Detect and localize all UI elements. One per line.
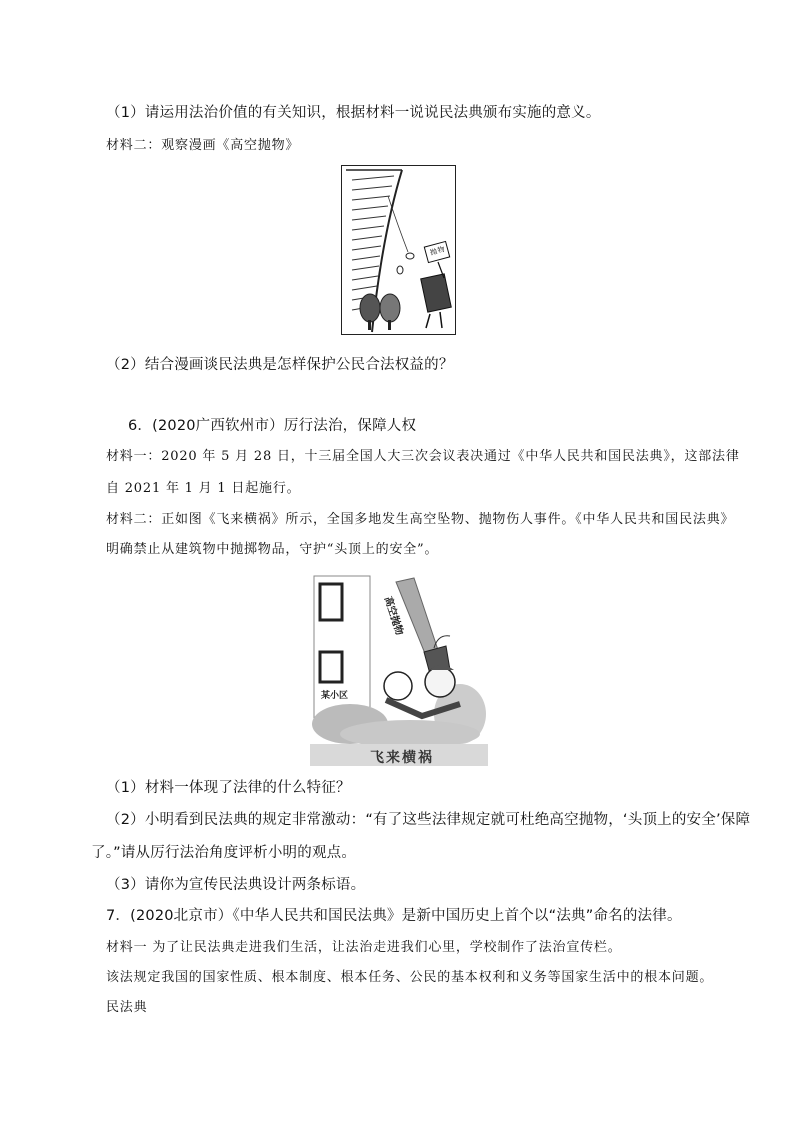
q6-sub-question-2-line-1: （2）小明看到民法典的规定非常激动：“有了这些法律规定就可杜绝高空抛物，‘头顶上的安全’保障: [106, 812, 751, 828]
comic-2-caption: 飞来横祸: [370, 750, 434, 766]
q6-sub-question-2-line-2: 了。”请从厉行法治角度评析小明的观点。: [91, 845, 357, 861]
comic-1-sign-text: 抛物: [429, 245, 447, 257]
q5-sub-question-2: （2）结合漫画谈民法典是怎样保护公民合法权益的？: [106, 357, 454, 373]
q6-material-2-line-2: 明确禁止从建筑物中抛掷物品，守护“头顶上的安全”。: [106, 542, 439, 557]
q6-sub-question-1: （1）材料一体现了法律的什么特征？: [106, 780, 351, 796]
q7-text-line-2: 该法规定我国的国家性质、根本制度、根本任务、公民的基本权利和义务等国家生活中的根本问题。: [106, 970, 714, 985]
q6-sub-question-3: （3）请你为宣传民法典设计两条标语。: [106, 877, 366, 893]
comic-2-building-label: 某小区: [321, 691, 349, 701]
q7-text-line-3: 民法典: [106, 1000, 148, 1015]
comic-2-sign-text: 高空抛物: [381, 595, 405, 637]
q7-material-1: 材料一 为了让民法典走进我们生活，让法治走进我们心里，学校制作了法治宣传栏。: [106, 940, 622, 955]
q6-material-1-line-2: 自 2021 年 1 月 1 日起施行。: [106, 481, 301, 496]
q6-title: 6．(2020广西钦州市）厉行法治，保障人权: [128, 418, 417, 434]
comic-high-altitude-throwing: [341, 165, 456, 335]
q5-sub-question-1: （1）请运用法治价值的有关知识，根据材料一说说民法典颁布实施的意义。: [106, 105, 601, 121]
comic-flying-disaster: [310, 574, 488, 766]
q6-material-1-line-1: 材料一：2020 年 5 月 28 日，十三届全国人大三次会议表决通过《中华人民共和国民法典》，这部法律: [106, 449, 740, 464]
q5-material-2: 材料二：观察漫画《高空抛物》: [106, 138, 300, 153]
q7-title: 7．(2020北京市）《中华人民共和国民法典》是新中国历史上首个以“法典”命名的法律。: [106, 908, 682, 924]
q6-material-2-line-1: 材料二：正如图《飞来横祸》所示，全国多地发生高空坠物、抛物伤人事件。《中华人民共和国民法典》: [106, 512, 735, 527]
